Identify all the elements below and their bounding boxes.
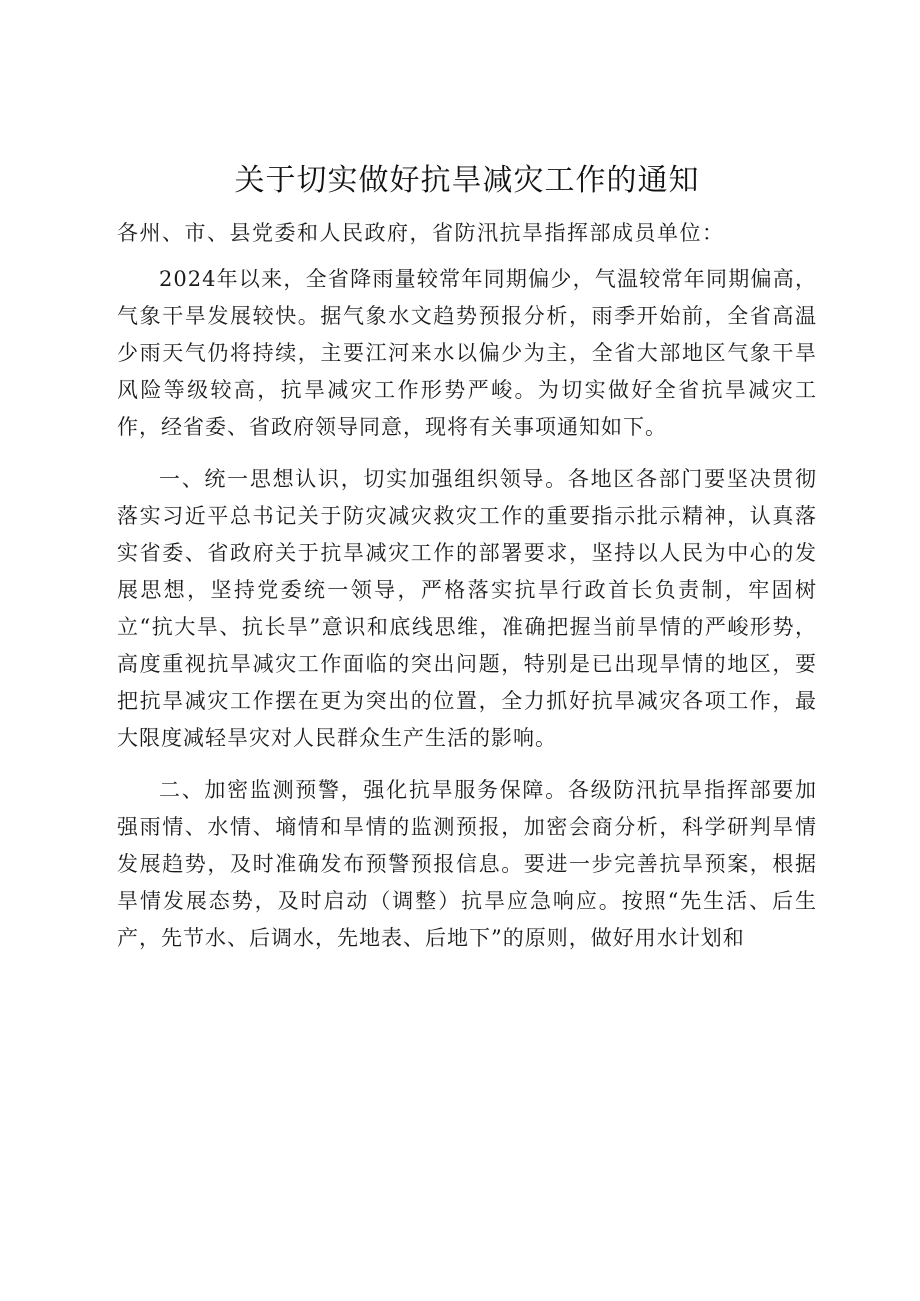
section-heading: 一、统一思想认识，切实加强组织领导。 <box>159 467 568 491</box>
paragraph-intro <box>117 261 817 446</box>
addressee-line: 各州、市、县党委和人民政府，省防汛抗旱指挥部成员单位： <box>117 221 725 245</box>
paragraph-body: 2024年以来，全省降雨量较常年同期偏少，气温较常年同期偏高，气象干旱发展较快。据气象水文趋势预报分析，雨季开始前，全省高温少雨天气仍将持续，主要江河来水以偏少为主，全省大部地区气象干旱风险等级较高，抗旱减灾工作形势严峻。为切实做好全省抗旱减灾工作，经省委、省政府领导同意，现将有关事项通知如下。 <box>117 267 817 439</box>
paragraph-body: 各地区各部门要坚决贯彻落实习近平总书记关于防灾减灾救灾工作的重要指示批示精神，认真落实省委、省政府关于抗旱减灾工作的部署要求，坚持以人民为中心的发展思想，坚持党委统一领导，严格落实抗旱行政首长负责制，牢固树立“抗大旱、抗长旱”意识和底线思维，准确把握当前旱情的严峻形势，高度重视抗旱减灾工作面临的突出问题，特别是已出现旱情的地区，要把抗旱减灾工作摆在更为突出的位置，全力抓好抗旱减灾各项工作，最大限度减轻旱灾对人民群众生产生活的影响。 <box>117 467 818 750</box>
document-title: 关于切实做好抗旱减灾工作的通知 <box>234 163 700 198</box>
document-page <box>117 160 817 972</box>
paragraph-section-1 <box>117 461 817 757</box>
paragraph-section-2 <box>117 772 817 957</box>
paragraph-body: 各级防汛抗旱指挥部要加强雨情、水情、墒情和旱情的监测预报，加密会商分析，科学研判旱情发展趋势，及时准确发布预警预报信息。要进一步完善抗旱预案，根据旱情发展态势，及时启动（调整）抗旱应急响应。按照“先生活、后生产，先节水、后调水，先地表、后地下”的原则，做好用水计划和 <box>117 778 818 950</box>
section-heading: 二、加密监测预警，强化抗旱服务保障。 <box>159 778 568 802</box>
